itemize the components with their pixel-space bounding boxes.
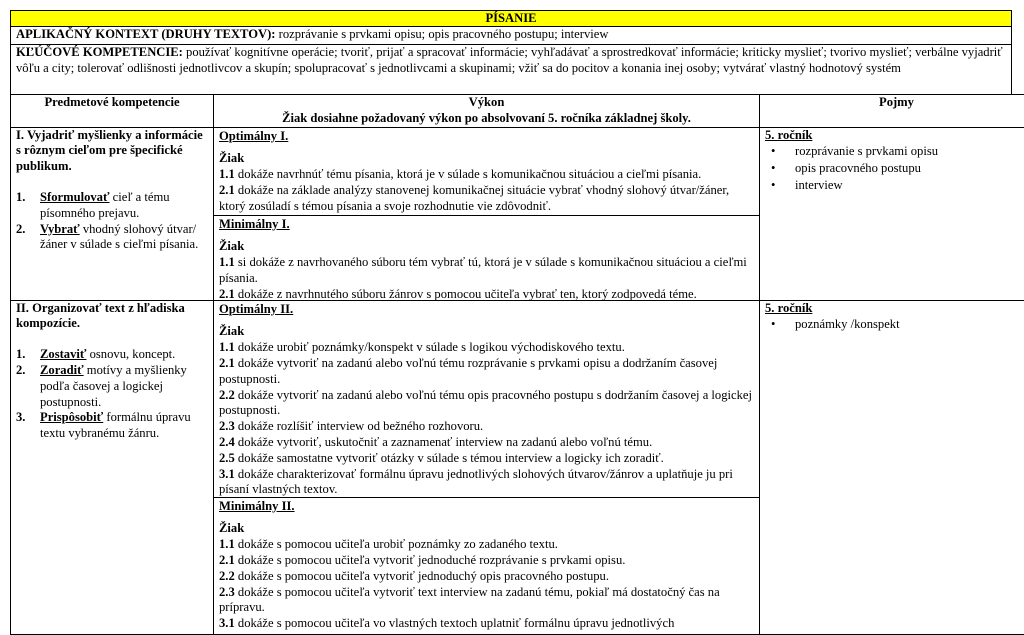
level-name: Optimálny I. [219, 129, 754, 145]
list-item: 2. Zoradiť motívy a myšlienky podľa časovej a logickej postupnosti. [16, 363, 208, 410]
concepts-cell [760, 300, 1024, 634]
bullet-icon: • [765, 144, 795, 160]
list-item: • rozprávanie s prvkami opisu [765, 144, 1024, 160]
header-performance-subtitle: Žiak dosiahne požadovaný výkon po absolvovaní 5. ročníka základnej školy. [214, 111, 759, 127]
key-competences-label: KĽÚČOVÉ KOMPETENCIE: [16, 45, 183, 59]
performance-line: 1.1 dokáže urobiť poznámky/konspekt v súlade s logikou východiskového textu. [219, 340, 754, 356]
level-optimal [214, 129, 759, 215]
list-item: 1. Sformulovať cieľ a tému písomného prejavu. [16, 190, 208, 222]
curriculum-sheet [10, 10, 1012, 635]
performance-line: 1.1 dokáže s pomocou učiteľa urobiť poznámky zo zadaného textu. [219, 537, 754, 553]
performance-line: 2.1 dokáže z navrhnutého súboru žánrov s pomocou učiteľa vybrať ten, ktorý zodpovedá téme. [219, 287, 754, 303]
performance-line: 2.1 dokáže s pomocou učiteľa vytvoriť jednoduché rozprávanie s prvkami opisu. [219, 553, 754, 569]
concepts-list [765, 144, 1024, 193]
level-pupil-label: Žiak [219, 151, 754, 167]
level-pupil-label: Žiak [219, 521, 754, 537]
performance-line: 2.2 dokáže s pomocou učiteľa vytvoriť jednoduchý opis pracovného postupu. [219, 569, 754, 585]
list-item: 1. Zostaviť osnovu, koncept. [16, 347, 208, 363]
header-performance [214, 95, 760, 128]
table-header-row [11, 95, 1024, 128]
performance-line: 2.2 dokáže vytvoriť na zadanú alebo voľnú tému opis pracovného postupu s dodržaním časovej a logickej postupnosti. [219, 388, 754, 420]
grade-label: 5. ročník [765, 301, 1024, 317]
context-label: APLIKAČNÝ KONTEXT (DRUHY TEXTOV): [16, 27, 275, 41]
competence-list [16, 190, 208, 253]
performance-line: 2.3 dokáže s pomocou učiteľa vytvoriť text interview na zadanú tému, pokiaľ má dostatočný čas na prípravu. [219, 585, 754, 617]
competence-title: II. Organizovať text z hľadiska kompozície. [16, 301, 208, 333]
application-context [10, 26, 1012, 44]
list-item: • poznámky /konspekt [765, 317, 1024, 333]
section-title: PÍSANIE [10, 10, 1012, 26]
bullet-icon: • [765, 178, 795, 194]
level-name: Minimálny I. [219, 217, 754, 233]
performance-line: 2.4 dokáže vytvoriť, uskutočniť a zaznamenať interview na zadanú alebo voľnú tému. [219, 435, 754, 451]
performance-line: 1.1 si dokáže z navrhovaného súboru tém vybrať tú, ktorá je v súlade s komunikačnou situáciou a cieľmi písania. [219, 255, 754, 287]
level-minimal [214, 215, 759, 300]
performance-cell [214, 300, 760, 634]
list-item: 3. Prispôsobiť formálnu úpravu textu vybranému žánru. [16, 410, 208, 442]
competence-table [10, 94, 1024, 635]
key-competences-text: používať kognitívne operácie; tvoriť, prijať a spracovať informácie; vyhľadávať a sprostredkovať informácie; kriticky myslieť; tvorivo myslieť; verbálne vyjadriť vôľu a city; tolerovať odlišnosti jednotlivcov a skupín; spolupracovať s jednotlivcami a skupinami; vžiť sa do pocitov a konania inej osoby; vytvárať vlastný hodnotový systém [16, 45, 1003, 75]
grade-label: 5. ročník [765, 128, 1024, 144]
header-performance-title: Výkon [214, 95, 759, 111]
competence-cell [11, 300, 214, 634]
level-optimal [214, 302, 759, 497]
list-item: • interview [765, 178, 1024, 194]
bullet-icon: • [765, 161, 795, 177]
performance-line: 1.1 dokáže navrhnúť tému písania, ktorá je v súlade s komunikačnou situáciou a cieľmi písania. [219, 167, 754, 183]
competence-cell [11, 127, 214, 300]
key-competences [10, 44, 1012, 94]
competence-list [16, 347, 208, 442]
list-item: 2. Vybrať vhodný slohový útvar/žáner v súlade s cieľmi písania. [16, 222, 208, 254]
level-name: Minimálny II. [219, 499, 754, 515]
performance-line: 2.1 dokáže na základe analýzy stanovenej komunikačnej situácie vybrať vhodný slohový útvar/žáner, ktorý zosúladí s témou písania a svoje rozhodnutie vie zdôvodniť. [219, 183, 754, 215]
competence-title: I. Vyjadriť myšlienky a informácie s rôznym cieľom pre špecifické publikum. [16, 128, 208, 175]
level-minimal [214, 497, 759, 634]
level-pupil-label: Žiak [219, 324, 754, 340]
bullet-icon: • [765, 317, 795, 333]
header-subject-competences: Predmetové kompetencie [11, 95, 214, 128]
performance-line: 3.1 dokáže charakterizovať formálnu úpravu jednotlivých slohových útvarov/žánrov a uplatňuje ju pri písaní vlastných textov. [219, 467, 754, 499]
performance-line: 3.1 dokáže s pomocou učiteľa vo vlastných textoch uplatniť formálnu úpravu jednotlivých [219, 616, 754, 632]
performance-cell [214, 127, 760, 300]
performance-line: 2.5 dokáže samostatne vytvoriť otázky v súlade s témou interview a logicky ich zoradiť. [219, 451, 754, 467]
table-row [11, 127, 1024, 300]
performance-line: 2.3 dokáže rozlíšiť interview od bežného rozhovoru. [219, 419, 754, 435]
header-concepts: Pojmy [760, 95, 1024, 128]
performance-line: 2.1 dokáže vytvoriť na zadanú alebo voľnú tému rozprávanie s prvkami opisu a dodržaním časovej postupnosti. [219, 356, 754, 388]
list-item: • opis pracovného postupu [765, 161, 1024, 177]
level-pupil-label: Žiak [219, 239, 754, 255]
concepts-cell [760, 127, 1024, 300]
concepts-list [765, 317, 1024, 333]
level-name: Optimálny II. [219, 302, 754, 318]
table-row [11, 300, 1024, 634]
context-text: rozprávanie s prvkami opisu; opis pracovného postupu; interview [275, 27, 608, 41]
